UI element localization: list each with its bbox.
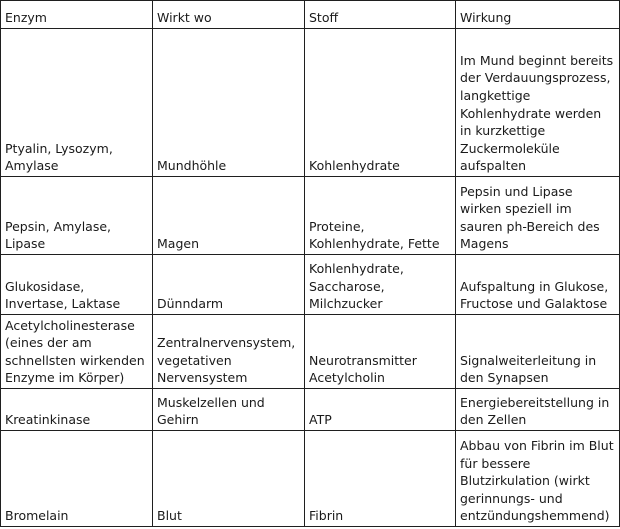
cell-wirkung: Signalweiterleitung in den Synapsen bbox=[456, 315, 620, 389]
header-row bbox=[1, 1, 620, 29]
cell-enzym: Kreatinkinase bbox=[1, 389, 153, 431]
cell-wirkt-wo: Mundhöhle bbox=[153, 29, 305, 177]
cell-wirkung: Abbau von Fibrin im Blut für bessere Blutzirkulation (wirkt gerinnungs- und entzündungshemmend) bbox=[456, 431, 620, 527]
cell-wirkung: Im Mund beginnt bereits der Verdauungsprozess, langkettige Kohlenhydrate werden in kurzkettige Zuckermoleküle aufspalten bbox=[456, 29, 620, 177]
table-row bbox=[1, 255, 620, 315]
table-row bbox=[1, 315, 620, 389]
cell-stoff: Proteine, Kohlenhydrate, Fette bbox=[305, 177, 456, 255]
cell-stoff: Fibrin bbox=[305, 431, 456, 527]
cell-enzym: Bromelain bbox=[1, 431, 153, 527]
table-row bbox=[1, 389, 620, 431]
cell-enzym: Pepsin, Amylase, Lipase bbox=[1, 177, 153, 255]
cell-enzym: Ptyalin, Lysozym, Amylase bbox=[1, 29, 153, 177]
header-cell-enzym: Enzym bbox=[1, 1, 153, 29]
cell-stoff: Kohlenhydrate bbox=[305, 29, 456, 177]
header-cell-stoff: Stoff bbox=[305, 1, 456, 29]
header-cell-wirkung: Wirkung bbox=[456, 1, 620, 29]
cell-stoff: ATP bbox=[305, 389, 456, 431]
cell-wirkt-wo: Zentralnervensystem, vegetativen Nervensystem bbox=[153, 315, 305, 389]
cell-wirkt-wo: Magen bbox=[153, 177, 305, 255]
cell-wirkt-wo: Muskelzellen und Gehirn bbox=[153, 389, 305, 431]
cell-wirkt-wo: Blut bbox=[153, 431, 305, 527]
cell-enzym: Acetylcholinesterase (eines der am schnellsten wirkenden Enzyme im Körper) bbox=[1, 315, 153, 389]
table-row bbox=[1, 431, 620, 527]
cell-wirkung: Energiebereitstellung in den Zellen bbox=[456, 389, 620, 431]
header-cell-wirkt-wo: Wirkt wo bbox=[153, 1, 305, 29]
cell-stoff: Neurotransmitter Acetylcholin bbox=[305, 315, 456, 389]
table-row bbox=[1, 29, 620, 177]
table-row bbox=[1, 177, 620, 255]
cell-stoff: Kohlenhydrate, Saccharose, Milchzucker bbox=[305, 255, 456, 315]
cell-wirkung: Pepsin und Lipase wirken speziell im sauren ph-Bereich des Magens bbox=[456, 177, 620, 255]
cell-wirkung: Aufspaltung in Glukose, Fructose und Galaktose bbox=[456, 255, 620, 315]
cell-enzym: Glukosidase, Invertase, Laktase bbox=[1, 255, 153, 315]
cell-wirkt-wo: Dünndarm bbox=[153, 255, 305, 315]
